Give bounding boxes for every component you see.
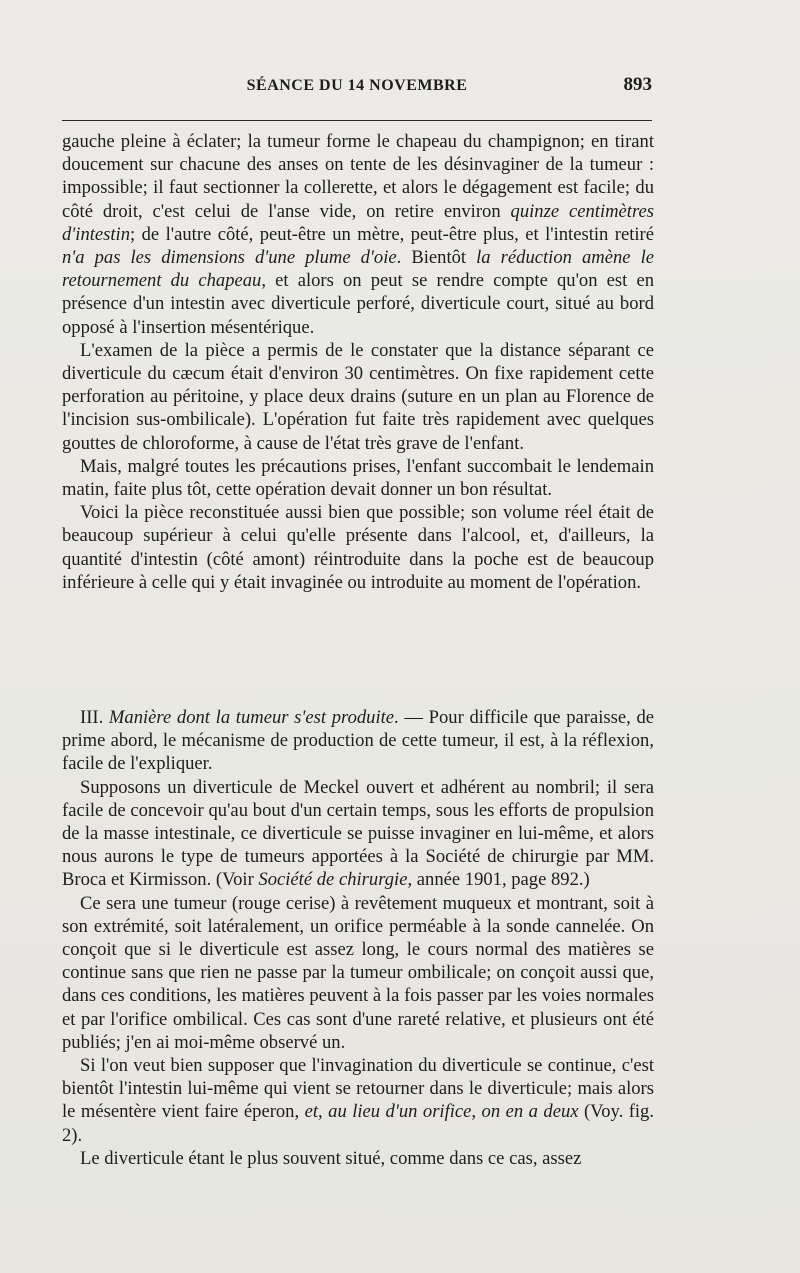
paragraph <box>62 501 654 594</box>
running-title: SÉANCE DU 14 NOVEMBRE <box>246 77 468 94</box>
text-run: Mais, malgré toutes les précautions prises, l'enfant succombait le lendemain matin, faite plus tôt, cette opération devait donner un bon résultat. <box>62 455 654 501</box>
text-run: , et alors on peut se rendre compte qu'on est en présence d'un intestin avec diverticule perforé, diverticule court, situé au bord opposé à l'insertion mésentérique. <box>62 270 654 338</box>
italic-phrase: quinze centimètres d'intestin <box>62 200 654 245</box>
italic-phrase: la réduction amène le retournement du chapeau <box>62 247 654 292</box>
italic-phrase: n'a pas les dimensions d'une plume d'oie <box>62 247 397 269</box>
text-run: . — Pour difficile que paraisse, de prime abord, le mécanisme de production de cette tumeur, il est, à la réflexion, facile de l'expliquer. <box>62 707 654 775</box>
page-number: 893 <box>623 74 652 95</box>
paragraph <box>62 1054 654 1147</box>
header-rule <box>62 120 652 121</box>
text-run: . Bientôt <box>396 247 477 269</box>
text-run: Le diverticule étant le plus souvent situé, comme dans ce cas, assez <box>80 1147 582 1169</box>
text-run: ; de l'autre côté, peut-être un mètre, peut-être plus, et l'intestin retiré <box>130 223 654 245</box>
italic-phrase: Manière dont la tumeur s'est produite <box>108 707 395 728</box>
text-run: Supposons un diverticule de Meckel ouvert et adhérent au nombril; il sera facile de concevoir qu'au bout d'un certain temps, sous les efforts de propulsion de la masse intestinale, ce diverticule se puisse invaginer en lui-même, et alors nous aurons le type de tumeurs apportées à la Société de chirurgie par MM. Broca et Kirmisson. (Voir <box>62 776 654 891</box>
paragraph <box>62 776 654 892</box>
text-run: , année 1901, page 892.) <box>407 869 590 891</box>
text-block-section-iii <box>62 706 654 1170</box>
paragraph <box>62 130 654 339</box>
page-header <box>62 74 652 104</box>
text-run: (Voy. fig. 2). <box>62 1101 654 1146</box>
text-run: Voici la pièce reconstituée aussi bien que possible; son volume réel était de beaucoup supérieur à celui qu'elle présente dans l'alcool, et, d'ailleurs, la quantité d'intestin (côté amont) réintroduite dans la poche est de beaucoup inférieure à celle qui y était invaginée ou introduite au moment de l'opération. <box>62 502 654 593</box>
paragraph <box>62 706 654 776</box>
paragraph <box>62 892 654 1054</box>
text-run: gauche pleine à éclater; la tumeur forme le chapeau du champignon; en tirant doucement sur chacune des anses on tente de les désinvaginer de la tumeur : impossible; il faut sectionner la collerette, et alors le dégagement est facile; du côté droit, c'est celui de l'anse vide, on retire environ <box>62 131 654 222</box>
text-run: L'examen de la pièce a permis de le constater que la distance séparant ce diverticule du cæcum était d'environ 30 centimètres. On fixe rapidement cette perforation au péritoine, y place deux drains (suture en un plan au Florence de l'incision sus-ombilicale). L'opération fut faite très rapidement avec quelques gouttes de chloroforme, à cause de l'état très grave de l'enfant. <box>62 339 654 454</box>
paragraph <box>62 1147 654 1170</box>
text-block-case-report <box>62 130 654 594</box>
paragraph <box>62 455 654 501</box>
text-run: Ce sera une tumeur (rouge cerise) à revêtement muqueux et montrant, soit à son extrémité, soit latéralement, un orifice perméable à la sonde cannelée. On conçoit que si le diverticule est assez long, le cours normal des matières se continue sans que rien ne passe par la tumeur ombilicale; on conçoit aussi que, dans ces conditions, les matières peuvent à la fois passer par les voies normales et par l'orifice ombilical. Ces cas sont d'une rareté relative, et plusieurs ont été publiés; j'en ai moi-même observé un. <box>62 892 654 1053</box>
italic-phrase: et, au lieu d'un orifice, on en a deux <box>304 1101 579 1123</box>
text-run: III. <box>80 707 109 728</box>
text-run: Si l'on veut bien supposer que l'invagination du diverticule se continue, c'est bientôt l'intestin lui-même qui vient se retourner dans le diverticule; mais alors le mésentère vient faire éperon, <box>62 1055 654 1123</box>
paragraph <box>62 339 654 455</box>
italic-phrase: Société de chirurgie <box>258 869 408 891</box>
